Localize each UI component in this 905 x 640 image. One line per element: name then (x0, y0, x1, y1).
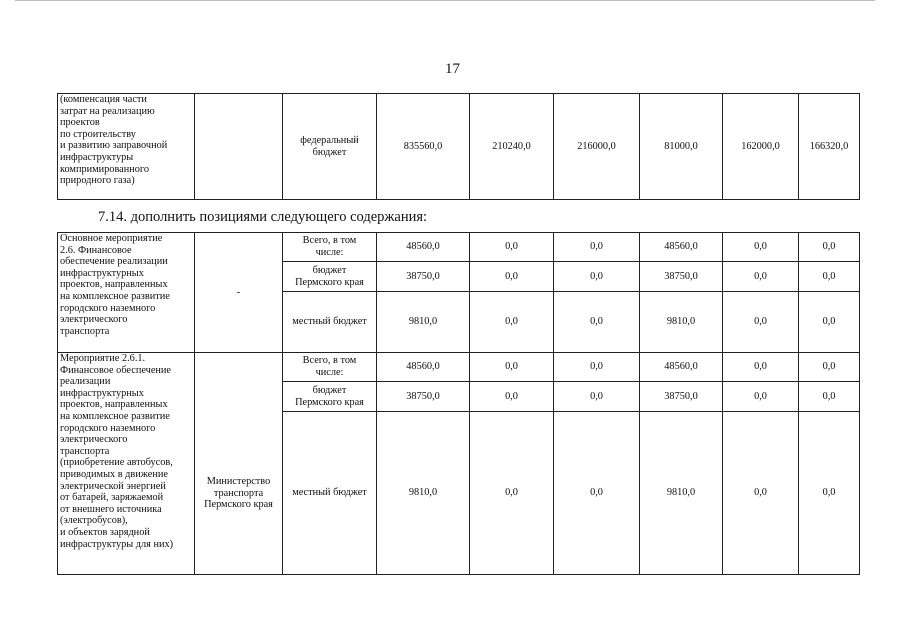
value-cell: 38750,0 (640, 262, 723, 292)
value-cell: 0,0 (799, 382, 860, 412)
funding-source-cell (283, 233, 377, 262)
value-cell: 9810,0 (377, 292, 470, 353)
funding-source-line: Пермского края (295, 396, 364, 408)
description-cell (58, 233, 195, 353)
funding-source-cell (283, 292, 377, 353)
value-cell: 81000,0 (640, 94, 723, 200)
value-cell: 9810,0 (640, 292, 723, 353)
description-line: и объектов зарядной (60, 526, 150, 538)
description-line: электрической энергией (60, 480, 166, 492)
value-cell: 0,0 (799, 412, 860, 575)
description-line: от внешнего источника (60, 503, 162, 515)
value-cell: 0,0 (470, 292, 554, 353)
value-cell: 0,0 (470, 412, 554, 575)
value-cell: 0,0 (470, 233, 554, 262)
value-cell: 0,0 (554, 262, 640, 292)
funding-source-line: числе: (315, 247, 344, 258)
description-line: инфраструктуры (60, 151, 134, 163)
value-cell: 0,0 (723, 262, 799, 292)
description-line: инфраструктуры для них) (60, 538, 174, 550)
description-line: (электробусов), (60, 515, 128, 527)
value-cell: 9810,0 (377, 412, 470, 575)
value-cell: 216000,0 (554, 94, 640, 200)
value-cell: 0,0 (470, 262, 554, 292)
top-rule (15, 0, 875, 1)
executor-line: Министерство (206, 476, 271, 488)
description-line: электрического (60, 434, 128, 446)
description-line: инфраструктурных (60, 267, 144, 279)
description-line: 2.6. Финансовое (60, 244, 132, 256)
description-line: на комплексное развитие (60, 410, 170, 422)
description-line: реализации (60, 376, 111, 388)
funding-source-line: местный бюджет (292, 316, 367, 328)
value-cell: 0,0 (470, 382, 554, 412)
executor-cell (195, 353, 283, 575)
description-line: природного газа) (60, 175, 135, 187)
page-number: 17 (445, 61, 460, 77)
description-line: на комплексное развитие (60, 290, 170, 302)
description-line: (компенсация части (60, 94, 147, 105)
table-row (58, 353, 860, 382)
value-cell: 0,0 (554, 382, 640, 412)
description-line: проектов (60, 117, 100, 129)
description-line: и развитию заправочной (60, 140, 168, 152)
funding-source-cell (283, 382, 377, 412)
description-line: инфраструктурных (60, 387, 144, 399)
value-cell: 0,0 (799, 262, 860, 292)
description-line: приводимых в движение (60, 468, 168, 480)
value-cell: 0,0 (723, 233, 799, 262)
value-cell: 48560,0 (640, 233, 723, 262)
description-line: транспорта (60, 325, 110, 337)
description-cell (58, 94, 195, 200)
value-cell: 0,0 (723, 292, 799, 353)
funding-source-cell (283, 353, 377, 382)
value-cell: 38750,0 (640, 382, 723, 412)
executor-cell (195, 94, 283, 200)
section-heading: 7.14. дополнить позициями следующего содержания: (98, 209, 428, 225)
description-line: проектов, направленных (60, 279, 168, 291)
value-cell: 0,0 (723, 382, 799, 412)
description-line: Мероприятие 2.6.1. (60, 353, 146, 364)
value-cell: 0,0 (554, 353, 640, 382)
value-cell: 835560,0 (377, 94, 470, 200)
executor-line: транспорта (213, 487, 264, 499)
value-cell: 48560,0 (377, 353, 470, 382)
funding-source-line: местный бюджет (292, 487, 367, 499)
funding-source-line: Пермского края (295, 276, 364, 288)
description-line: проектов, направленных (60, 399, 168, 411)
funding-source-line: Всего, в том (302, 235, 357, 247)
funding-source-cell (283, 262, 377, 292)
description-line: по строительству (60, 128, 136, 140)
executor-line: - (236, 286, 241, 298)
description-line: транспорта (60, 445, 110, 457)
description-line: (приобретение автобусов, (60, 457, 173, 469)
value-cell: 38750,0 (377, 262, 470, 292)
value-cell: 0,0 (554, 412, 640, 575)
funding-source-line: бюджет (312, 264, 347, 276)
value-cell: 48560,0 (377, 233, 470, 262)
value-cell: 0,0 (554, 233, 640, 262)
value-cell: 0,0 (470, 353, 554, 382)
value-cell: 166320,0 (799, 94, 860, 200)
description-line: затрат на реализацию (60, 105, 155, 117)
description-line: от батарей, заряжаемой (60, 492, 164, 504)
description-line: электрического (60, 314, 128, 326)
funding-source-cell (283, 94, 377, 200)
description-line: Основное мероприятие (60, 233, 163, 244)
value-cell: 0,0 (799, 292, 860, 353)
executor-line: Пермского края (204, 499, 273, 511)
value-cell: 0,0 (799, 233, 860, 262)
description-line: обеспечение реализации (60, 256, 168, 268)
executor-cell (195, 233, 283, 353)
value-cell: 0,0 (723, 412, 799, 575)
funding-source-cell (283, 412, 377, 575)
funding-source-line: числе: (315, 367, 344, 378)
value-cell: 210240,0 (470, 94, 554, 200)
description-line: Финансовое обеспечение (60, 364, 171, 376)
value-cell: 48560,0 (640, 353, 723, 382)
funding-source-line: федеральный (300, 134, 359, 146)
financing-table-additions (57, 232, 860, 575)
funding-source-line: бюджет (312, 146, 347, 158)
financing-table-continuation (57, 93, 860, 200)
value-cell: 0,0 (554, 292, 640, 353)
description-line: компримированного (60, 163, 150, 175)
value-cell: 9810,0 (640, 412, 723, 575)
value-cell: 0,0 (723, 353, 799, 382)
value-cell: 162000,0 (723, 94, 799, 200)
description-line: городского наземного (60, 302, 156, 314)
value-cell: 38750,0 (377, 382, 470, 412)
funding-source-line: Всего, в том (302, 355, 357, 367)
funding-source-line: бюджет (312, 384, 347, 396)
description-cell (58, 353, 195, 575)
table-row (58, 94, 860, 200)
description-line: городского наземного (60, 422, 156, 434)
table-row (58, 233, 860, 262)
value-cell: 0,0 (799, 353, 860, 382)
